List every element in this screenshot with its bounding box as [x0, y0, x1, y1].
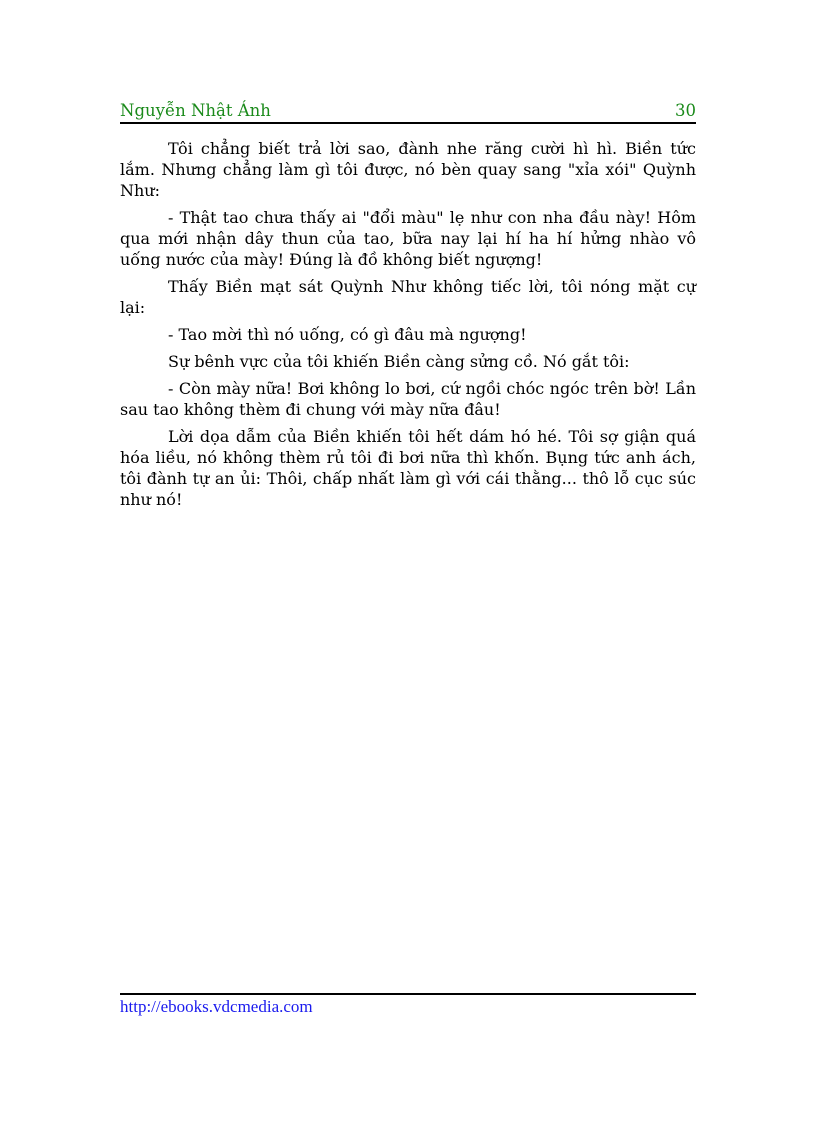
page-footer — [120, 993, 696, 1017]
paragraph: - Thật tao chưa thấy ai "đổi màu" lẹ như con nha đầu này! Hôm qua mới nhận dây thun của tao, bữa nay lại hí ha hí hửng nhào vô uống nước của mày! Đúng là đồ không biết ngượng! — [120, 208, 696, 269]
paragraph: Thấy Biền mạt sát Quỳnh Như không tiếc lời, tôi nóng mặt cự lại: — [120, 277, 696, 317]
page-number: 30 — [675, 101, 696, 120]
paragraph: - Tao mời thì nó uống, có gì đâu mà ngượng! — [168, 325, 527, 344]
paragraph: Lời dọa dẫm của Biền khiến tôi hết dám hó hé. Tôi sợ giận quá hóa liều, nó không thèm rủ tôi đi bơi nữa thì khốn. Bụng tức anh ách, tôi đành tự an ủi: Thôi, chấp nhất làm gì với cái thằng... thô lỗ cục súc như nó! — [120, 427, 696, 509]
paragraph: - Còn mày nữa! Bơi không lo bơi, cứ ngồi chóc ngóc trên bờ! Lần sau tao không thèm đi chung với mày nữa đâu! — [120, 379, 696, 419]
footer-link[interactable]: http://ebooks.vdcmedia.com — [120, 997, 313, 1016]
page-body — [120, 138, 696, 516]
header-author: Nguyễn Nhật Ánh — [120, 101, 271, 120]
page-header — [120, 98, 696, 124]
paragraph: Tôi chẳng biết trả lời sao, đành nhe răng cười hì hì. Biền tức lắm. Nhưng chẳng làm gì tôi được, nó bèn quay sang "xỉa xói" Quỳnh Như: — [120, 139, 696, 200]
paragraph: Sự bênh vực của tôi khiến Biền càng sửng cồ. Nó gắt tôi: — [168, 352, 630, 371]
